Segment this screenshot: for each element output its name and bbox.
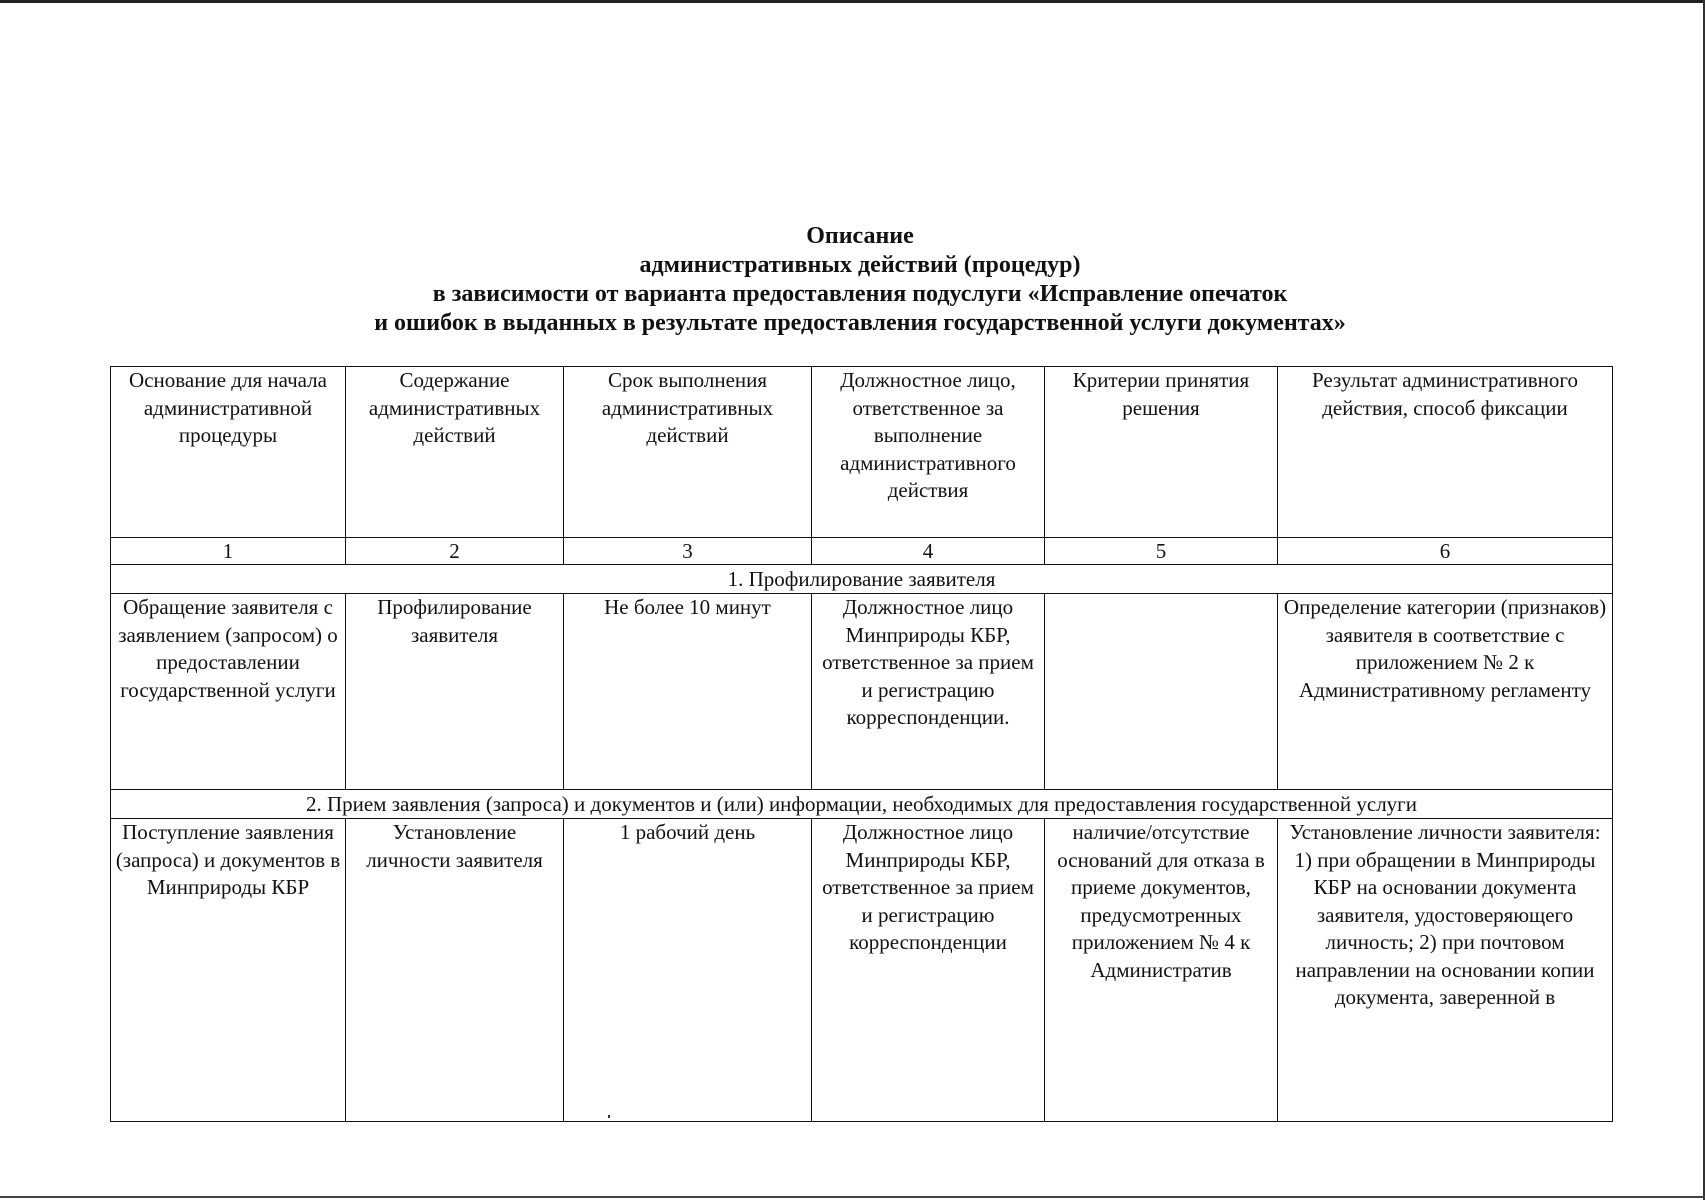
table-cell: Установление личности заявителя: 1) при обращении в Минприроды КБР на основании документа заявителя, удостоверяющего личность; 2) при почтовом направлении на основании копии документа, заверенной в: [1278, 819, 1613, 1122]
table-cell: Профилирование заявителя: [346, 594, 564, 790]
scan-speck: [608, 1115, 610, 1118]
column-number: 2: [346, 538, 564, 565]
section-1-row: [111, 594, 1613, 790]
page-edge-bottom: [0, 1196, 1705, 1198]
table-cell: [1045, 594, 1278, 790]
column-number-row: [111, 538, 1613, 565]
section-1-title-row: [111, 565, 1613, 594]
page-edge-top: [0, 0, 1705, 3]
table-cell: наличие/отсутствие оснований для отказа в приеме документов, предусмотренных приложением № 4 к Административ: [1045, 819, 1278, 1122]
table-cell: Должностное лицо Минприроды КБР, ответственное за прием и регистрацию корреспонденции.: [812, 594, 1045, 790]
table-header-row: [111, 367, 1613, 538]
section-2-title-row: [111, 790, 1613, 819]
header-cell-content: Содержание административных действий: [346, 367, 564, 538]
section-2-row: [111, 819, 1613, 1122]
column-number: 3: [564, 538, 812, 565]
table-cell: 1 рабочий день: [564, 819, 812, 1122]
title-line-3: в зависимости от варианта предоставления подуслуги «Исправление опечаток: [432, 281, 1288, 307]
column-number: 6: [1278, 538, 1613, 565]
header-cell-term: Срок выполнения административных действий: [564, 367, 812, 538]
table-cell: Обращение заявителя с заявлением (запросом) о предоставлении государственной услуги: [111, 594, 346, 790]
title-line-4: и ошибок в выданных в результате предоставления государственной услуги документах»: [374, 310, 1346, 336]
header-cell-official: Должностное лицо, ответственное за выполнение административного действия: [812, 367, 1045, 538]
table-cell: Должностное лицо Минприроды КБР, ответственное за прием и регистрацию корреспонденции: [812, 819, 1045, 1122]
table-cell: Не более 10 минут: [564, 594, 812, 790]
column-number: 1: [111, 538, 346, 565]
table-cell: Установление личности заявителя: [346, 819, 564, 1122]
procedures-table: [110, 366, 1613, 1122]
title-line-1: Описание: [806, 223, 914, 249]
column-number: 4: [812, 538, 1045, 565]
document-title: [0, 222, 1705, 338]
header-cell-basis: Основание для начала административной процедуры: [111, 367, 346, 538]
table-cell: Поступление заявления (запроса) и документов в Минприроды КБР: [111, 819, 346, 1122]
section-1-title: 1. Профилирование заявителя: [111, 565, 1613, 594]
column-number: 5: [1045, 538, 1278, 565]
header-cell-criteria: Критерии принятия решения: [1045, 367, 1278, 538]
title-line-2: административных действий (процедур): [639, 252, 1081, 278]
table-cell: Определение категории (признаков) заявителя в соответствие с приложением № 2 к Административному регламенту: [1278, 594, 1613, 790]
header-cell-result: Результат административного действия, способ фиксации: [1278, 367, 1613, 538]
section-2-title: 2. Прием заявления (запроса) и документов и (или) информации, необходимых для предоставления государственной услуги: [111, 790, 1613, 819]
